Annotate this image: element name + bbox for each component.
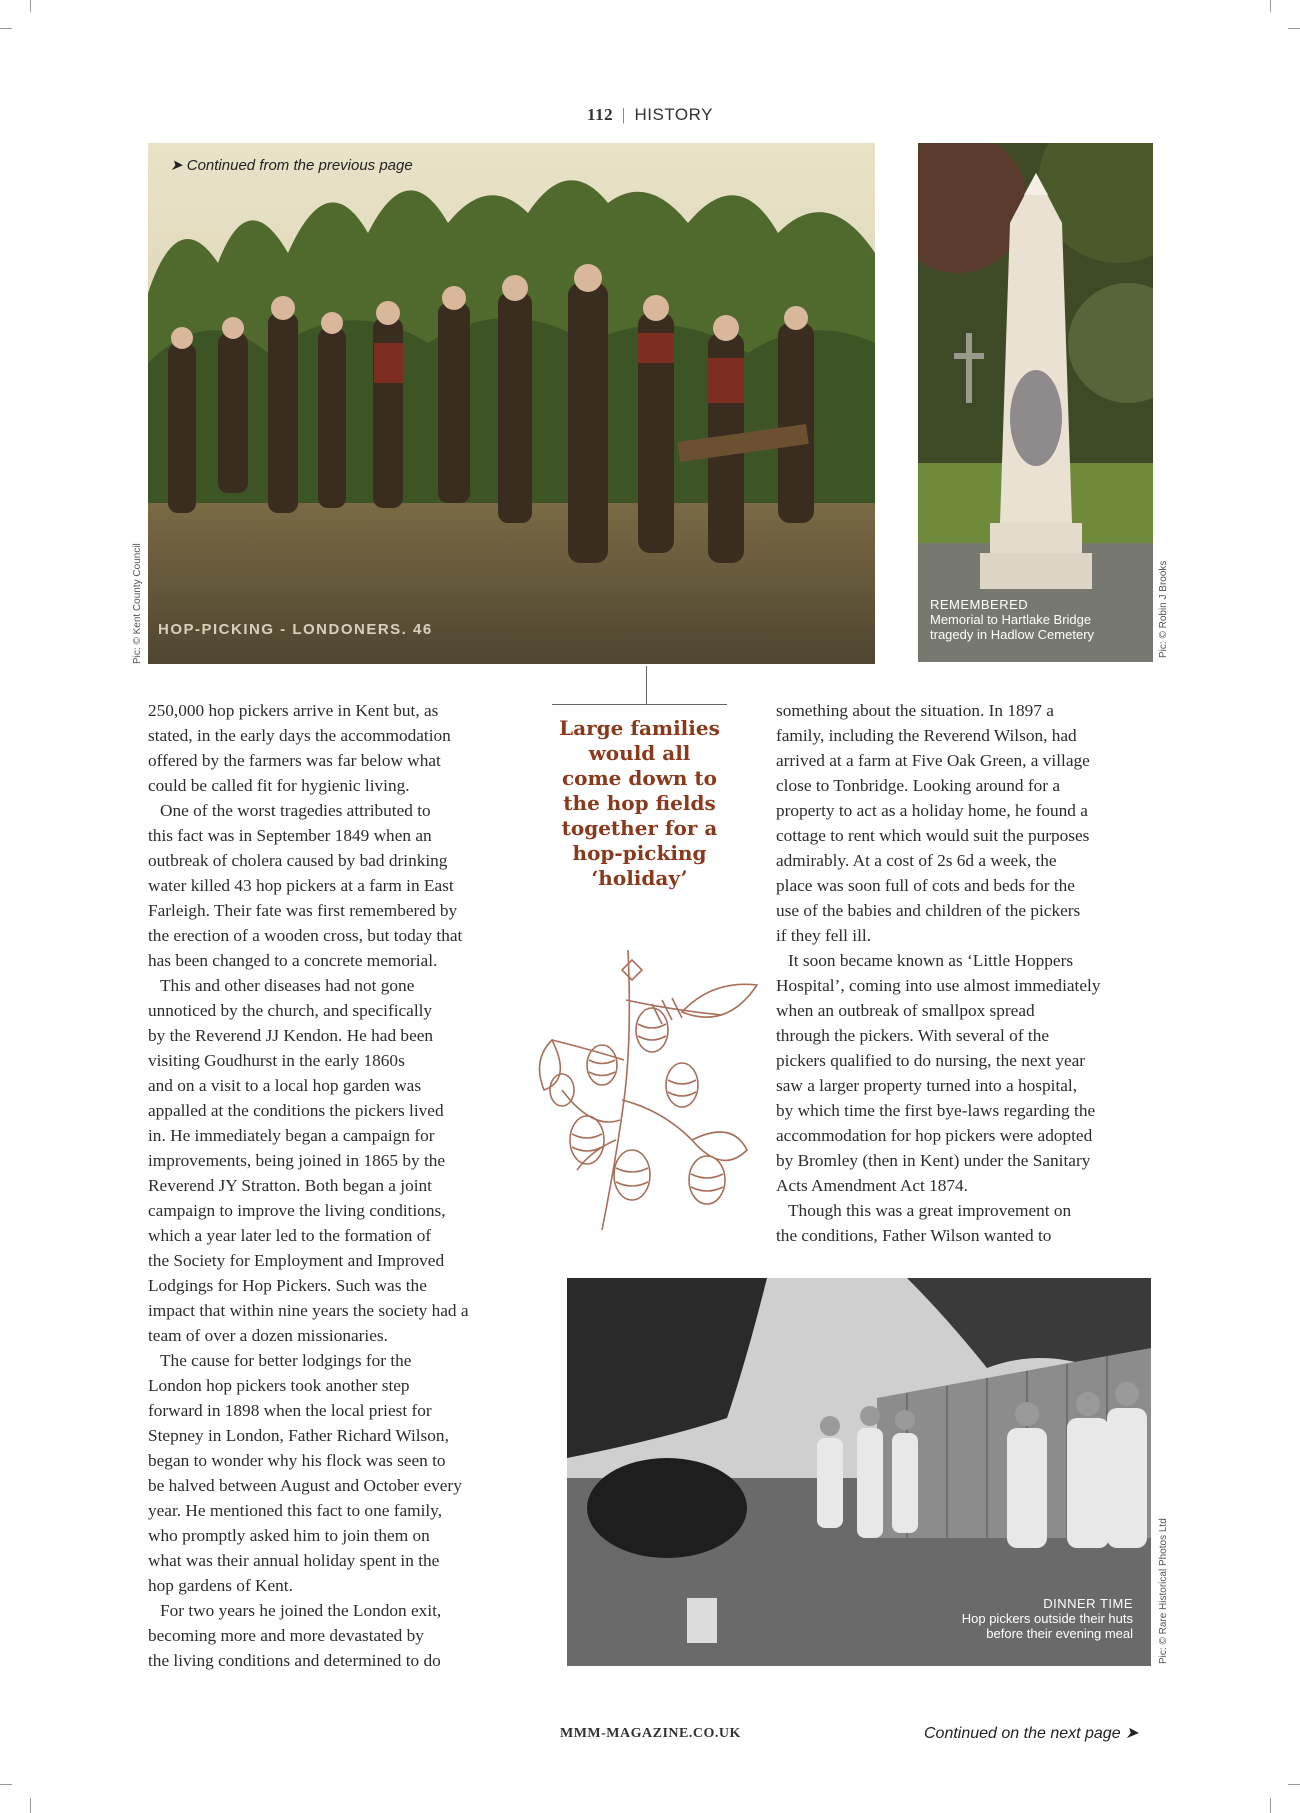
pull-quote-line: together for a bbox=[561, 816, 718, 840]
text-line: the conditions, Father Wilson wanted to bbox=[776, 1226, 1052, 1245]
caption-title: DINNER TIME bbox=[1043, 1596, 1133, 1611]
text-line: pickers qualified to do nursing, the next year bbox=[776, 1051, 1086, 1070]
continued-from-previous: ➤ Continued from the previous page bbox=[170, 157, 413, 174]
crop-mark bbox=[1288, 1784, 1300, 1785]
text-line: began to wonder why his flock was seen to bbox=[148, 1451, 446, 1470]
text-line: when an outbreak of smallpox spread bbox=[776, 1001, 1035, 1020]
text-line: appalled at the conditions the pickers lived bbox=[148, 1101, 444, 1120]
page-header bbox=[0, 105, 1300, 125]
text-line: Farleigh. Their fate was first remembered by bbox=[148, 901, 458, 920]
text-line: close to Tonbridge. Looking around for a bbox=[776, 776, 1061, 795]
text-line: water killed 43 hop pickers at a farm in East bbox=[148, 876, 454, 895]
text-line: through the pickers. With several of the bbox=[776, 1026, 1050, 1045]
text-line: which a year later led to the formation of bbox=[148, 1226, 432, 1245]
dinner-time-photo bbox=[567, 1278, 1151, 1666]
pull-quote-line: would all bbox=[588, 741, 691, 765]
text-line: something about the situation. In 1897 a bbox=[776, 701, 1054, 720]
text-line: forward in 1898 when the local priest for bbox=[148, 1401, 432, 1420]
header-separator: | bbox=[621, 105, 626, 124]
memorial-caption bbox=[930, 597, 1094, 642]
pull-quote-line: ‘holiday’ bbox=[591, 866, 688, 890]
text-line: who promptly asked him to join them on bbox=[148, 1526, 430, 1545]
text-line: by Bromley (then in Kent) under the Sanitary bbox=[776, 1151, 1091, 1170]
text-line: admirably. At a cost of 2s 6d a week, the bbox=[776, 851, 1057, 870]
text-line: Acts Amendment Act 1874. bbox=[776, 1176, 968, 1195]
caption-line: Memorial to Hartlake Bridge bbox=[930, 612, 1092, 627]
text-line: by the Reverend JJ Kendon. He had been bbox=[148, 1026, 434, 1045]
hop-picking-image bbox=[148, 143, 875, 664]
text-line: this fact was in September 1849 when an bbox=[148, 826, 432, 845]
section-title: HISTORY bbox=[634, 105, 713, 124]
pull-quote bbox=[552, 716, 727, 891]
text-line: becoming more and more devastated by bbox=[148, 1626, 424, 1645]
caption-title: REMEMBERED bbox=[930, 597, 1029, 612]
text-line: be halved between August and October every bbox=[148, 1476, 462, 1495]
text-line: For two years he joined the London exit, bbox=[160, 1601, 442, 1620]
continued-on-next: Continued on the next page ➤ bbox=[924, 1725, 1139, 1742]
text-line: in. He immediately began a campaign for bbox=[148, 1126, 435, 1145]
text-line: outbreak of cholera caused by bad drinking bbox=[148, 851, 448, 870]
photo-credit: Pic: © Rare Historical Photos Ltd bbox=[1158, 1518, 1169, 1664]
text-line: This and other diseases had not gone bbox=[160, 976, 415, 995]
text-line: if they fell ill. bbox=[776, 926, 872, 945]
photo-credit: Pic: © Robin J Brooks bbox=[1158, 560, 1169, 658]
text-line: place was soon full of cots and beds for the bbox=[776, 876, 1075, 895]
text-line: Reverend JY Stratton. Both began a joint bbox=[148, 1176, 432, 1195]
text-line: hop gardens of Kent. bbox=[148, 1576, 293, 1595]
text-line: saw a larger property turned into a hospital, bbox=[776, 1076, 1078, 1095]
text-line: offered by the farmers was far below what bbox=[148, 751, 441, 770]
text-line: cottage to rent which would suit the purposes bbox=[776, 826, 1090, 845]
text-line: family, including the Reverend Wilson, had bbox=[776, 726, 1077, 745]
text-line: team of over a dozen missionaries. bbox=[148, 1326, 388, 1345]
text-line: and on a visit to a local hop garden was bbox=[148, 1076, 422, 1095]
text-line: the erection of a wooden cross, but today that bbox=[148, 926, 463, 945]
text-line: could be called fit for hygienic living. bbox=[148, 776, 410, 795]
text-line: what was their annual holiday spent in the bbox=[148, 1551, 440, 1570]
crop-mark bbox=[1270, 1798, 1271, 1813]
pull-quote-line: come down to bbox=[562, 766, 717, 790]
photo-credit: Pic: © Kent County Council bbox=[132, 543, 143, 664]
crop-mark bbox=[1288, 28, 1300, 29]
text-line: Hospital’, coming into use almost immediately bbox=[776, 976, 1101, 995]
text-line: arrived at a farm at Five Oak Green, a village bbox=[776, 751, 1090, 770]
page-number: 112 bbox=[587, 105, 614, 124]
text-line: London hop pickers took another step bbox=[148, 1376, 410, 1395]
text-line: stated, in the early days the accommodation bbox=[148, 726, 451, 745]
text-line: The cause for better lodgings for the bbox=[160, 1351, 412, 1370]
text-line: accommodation for hop pickers were adopted bbox=[776, 1126, 1093, 1145]
pull-quote-line: Large families bbox=[559, 716, 720, 740]
text-line: It soon became known as ‘Little Hoppers bbox=[788, 951, 1074, 970]
text-line: unnoticed by the church, and specifically bbox=[148, 1001, 433, 1020]
article-column-left bbox=[148, 698, 528, 1673]
pull-quote-rule bbox=[646, 666, 647, 704]
caption-line: before their evening meal bbox=[986, 1626, 1133, 1641]
text-line: has been changed to a concrete memorial. bbox=[148, 951, 438, 970]
hop-plant-illustration bbox=[532, 940, 762, 1240]
crop-mark bbox=[30, 0, 31, 12]
text-line: Though this was a great improvement on bbox=[788, 1201, 1072, 1220]
crop-mark bbox=[0, 1784, 12, 1785]
footer-website: MMM-MAGAZINE.CO.UK bbox=[560, 1726, 741, 1741]
pull-quote-rule bbox=[552, 704, 727, 705]
text-line: impact that within nine years the society had a bbox=[148, 1301, 469, 1320]
text-line: Stepney in London, Father Richard Wilson, bbox=[148, 1426, 449, 1445]
caption-line: tragedy in Hadlow Cemetery bbox=[930, 627, 1095, 642]
pull-quote-line: the hop fields bbox=[563, 791, 716, 815]
text-line: use of the babies and children of the pickers bbox=[776, 901, 1081, 920]
hop-picking-photo bbox=[148, 143, 875, 664]
text-line: by which time the first bye-laws regarding the bbox=[776, 1101, 1096, 1120]
crop-mark bbox=[0, 28, 12, 29]
photo-stamp: HOP-PICKING - LONDONERS. 46 bbox=[158, 621, 433, 638]
text-line: year. He mentioned this fact to one family, bbox=[148, 1501, 443, 1520]
text-line: property to act as a holiday home, he found a bbox=[776, 801, 1088, 820]
caption-line: Hop pickers outside their huts bbox=[961, 1611, 1133, 1626]
text-line: visiting Goudhurst in the early 1860s bbox=[148, 1051, 405, 1070]
text-line: the living conditions and determined to do bbox=[148, 1651, 441, 1670]
text-line: One of the worst tragedies attributed to bbox=[160, 801, 431, 820]
article-column-right bbox=[776, 698, 1156, 1248]
pull-quote-line: hop-picking bbox=[572, 841, 707, 865]
text-line: 250,000 hop pickers arrive in Kent but, as bbox=[148, 701, 439, 720]
crop-mark bbox=[30, 1798, 31, 1813]
crop-mark bbox=[1270, 0, 1271, 12]
memorial-photo bbox=[918, 143, 1153, 662]
dinner-time-caption bbox=[962, 1596, 1133, 1641]
text-line: the Society for Employment and Improved bbox=[148, 1251, 445, 1270]
text-line: campaign to improve the living conditions, bbox=[148, 1201, 446, 1220]
memorial-image bbox=[918, 143, 1153, 662]
text-line: improvements, being joined in 1865 by the bbox=[148, 1151, 446, 1170]
text-line: Lodgings for Hop Pickers. Such was the bbox=[148, 1276, 427, 1295]
